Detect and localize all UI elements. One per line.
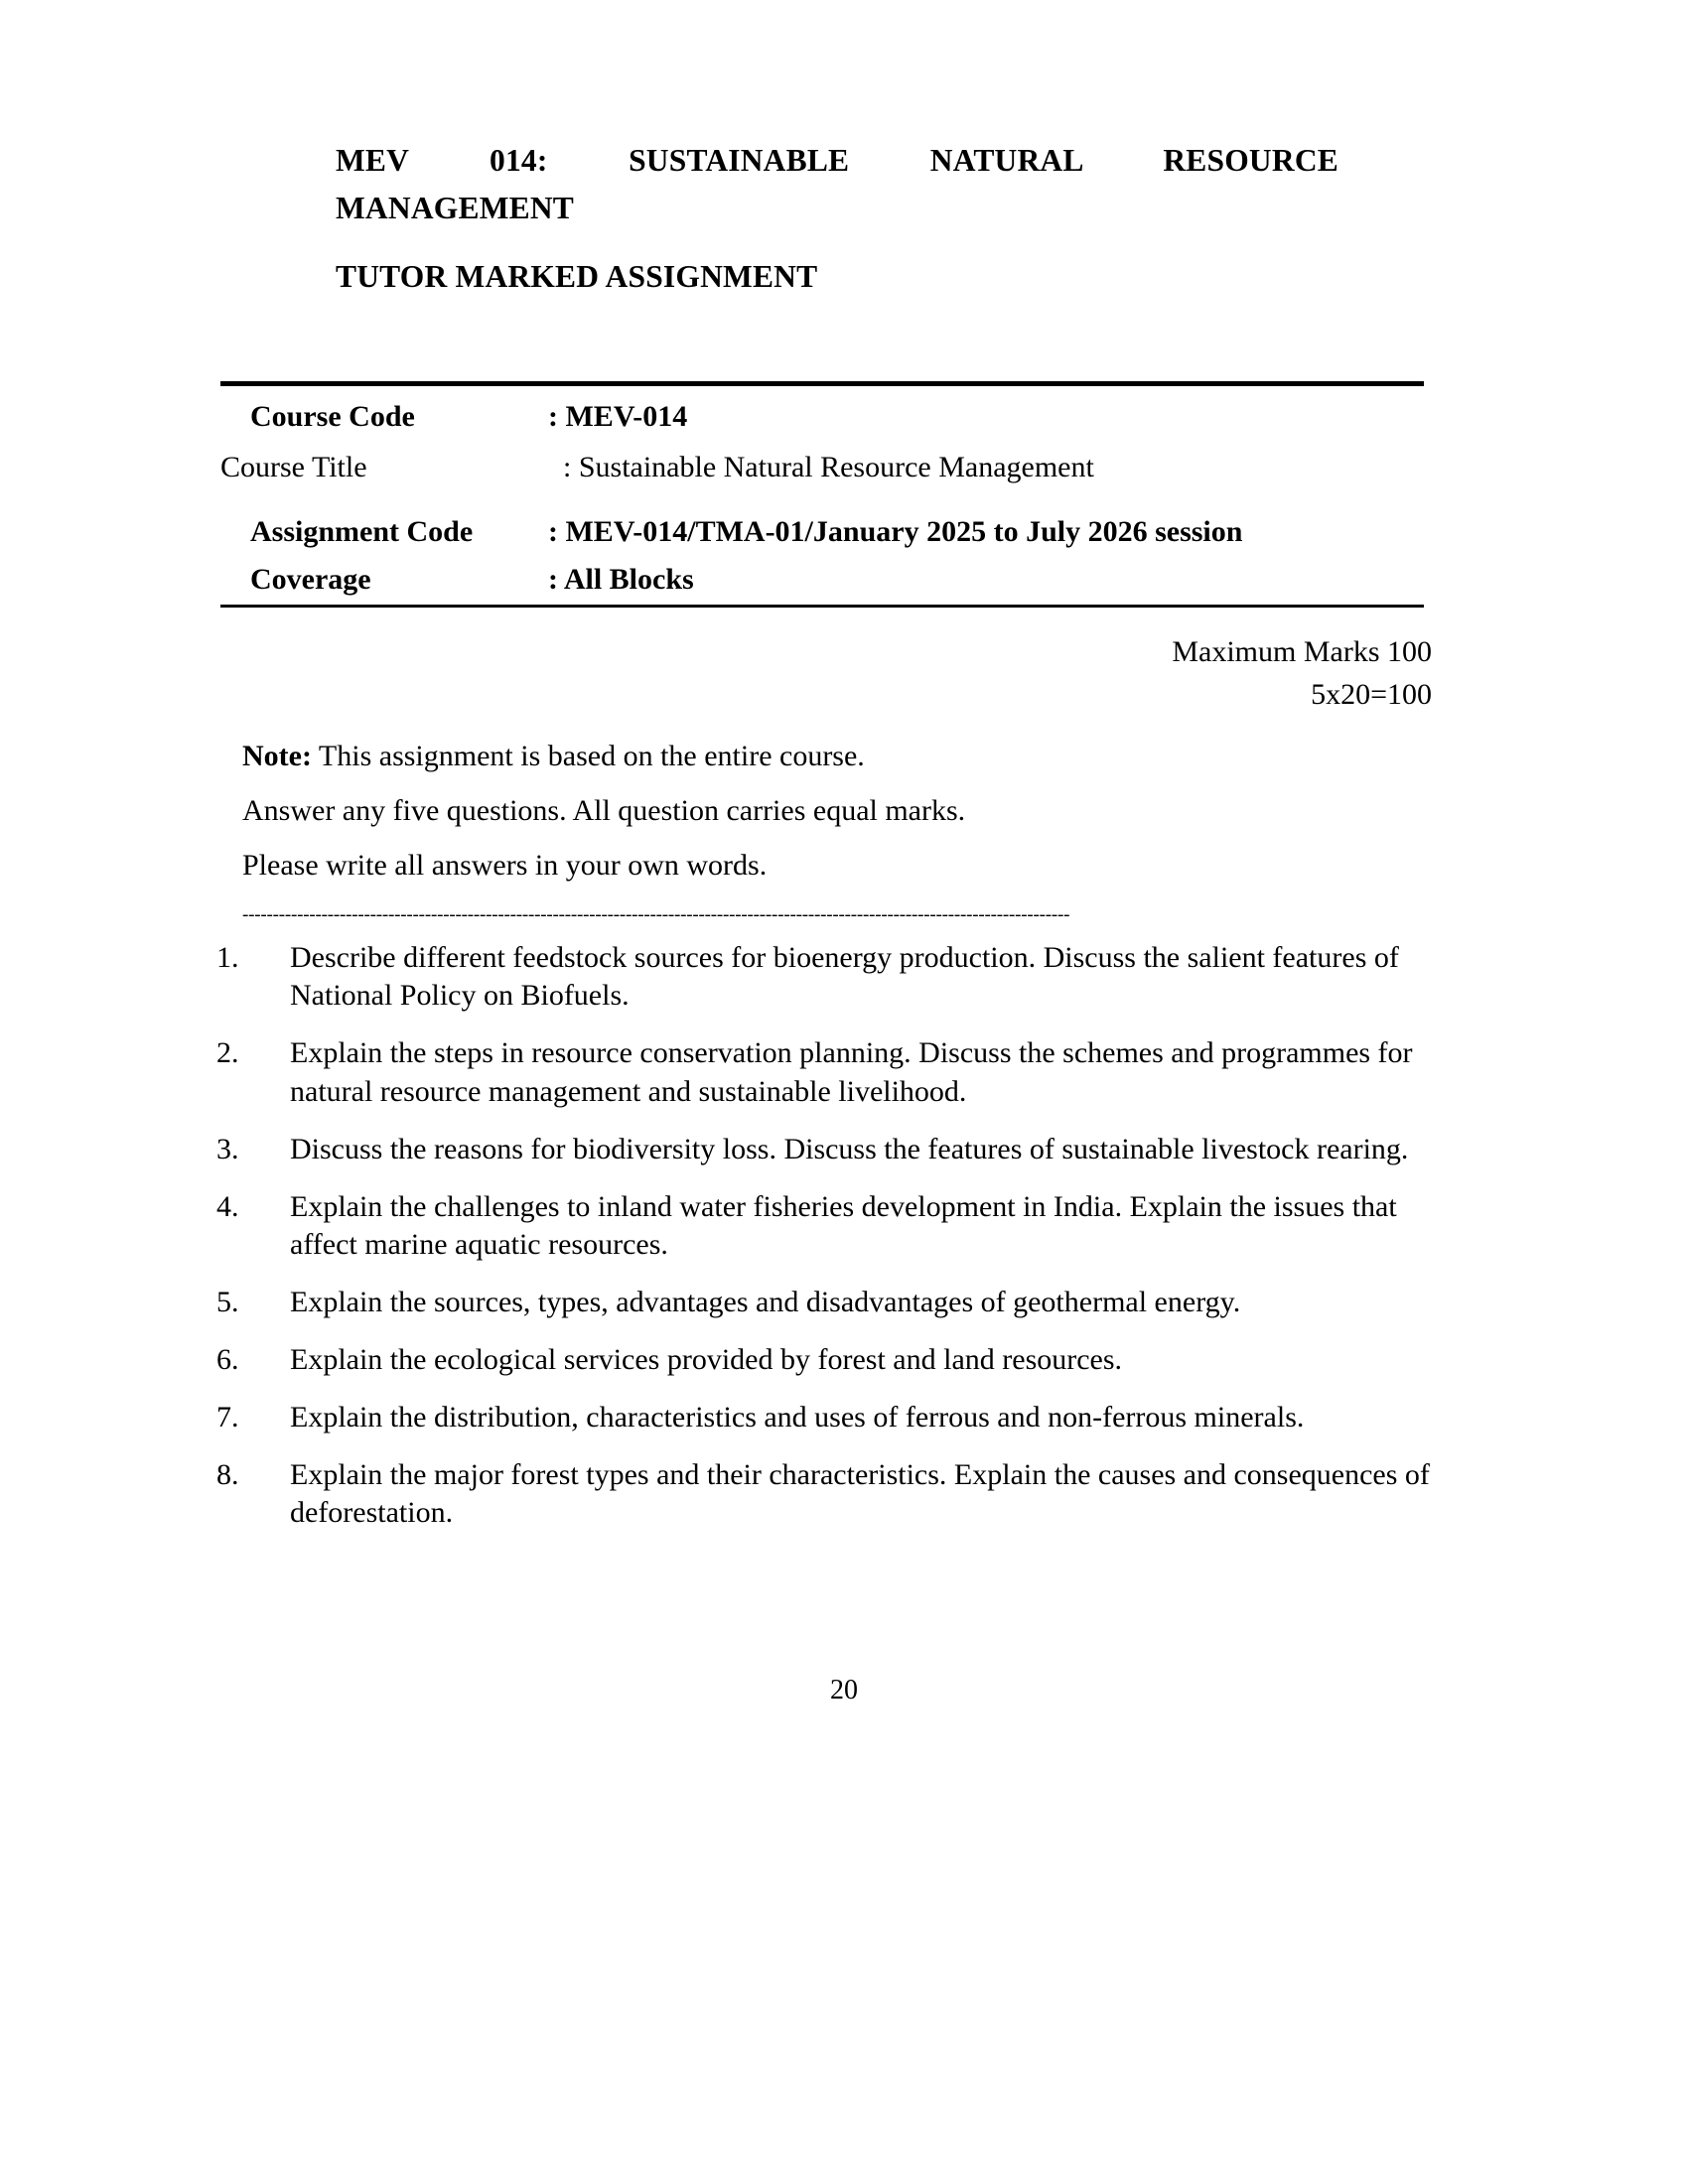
question-text: Explain the ecological services provided by forest and land resources. bbox=[290, 1343, 1123, 1377]
page-content bbox=[216, 0, 1436, 1552]
info-value-assignment-code: : MEV-014/TMA-01/January 2025 to July 2026 session bbox=[548, 515, 1243, 549]
info-value-course-title: : Sustainable Natural Resource Management bbox=[563, 451, 1094, 484]
note-line-1 bbox=[242, 742, 1436, 771]
info-label-course-code: Course Code bbox=[250, 400, 415, 434]
list-item bbox=[216, 1456, 1436, 1532]
course-info-table bbox=[220, 381, 1424, 608]
question-number: 4. bbox=[216, 1189, 239, 1223]
table-row bbox=[220, 440, 1424, 495]
page-title-line-1: MEV 014: SUSTAINABLE NATURAL RESOURCE bbox=[336, 143, 1338, 178]
info-label-course-title: Course Title bbox=[220, 451, 367, 484]
info-label-assignment-code: Assignment Code bbox=[250, 515, 474, 549]
question-text: Explain the challenges to inland water fisheries development in India. Explain the issues that affect marine aquatic resources. bbox=[290, 1189, 1397, 1261]
question-number: 2. bbox=[216, 1036, 239, 1070]
info-label-coverage: Coverage bbox=[250, 563, 371, 597]
page-subtitle: TUTOR MARKED ASSIGNMENT bbox=[336, 258, 818, 294]
info-value-coverage: : All Blocks bbox=[548, 563, 694, 597]
table-row bbox=[220, 386, 1424, 440]
question-text: Explain the sources, types, advantages and disadvantages of geothermal energy. bbox=[290, 1285, 1241, 1318]
maximum-marks: Maximum Marks 100 bbox=[1172, 635, 1432, 669]
list-item bbox=[216, 1131, 1436, 1168]
page-number: 20 bbox=[830, 1675, 858, 1706]
list-item bbox=[216, 1341, 1436, 1379]
question-list bbox=[216, 939, 1436, 1532]
question-text: Explain the distribution, characteristics and uses of ferrous and non-ferrous minerals. bbox=[290, 1401, 1305, 1434]
list-item bbox=[216, 1034, 1436, 1110]
dashed-divider: ---------------------------------------------------------------------------------------------------------------------------------------- bbox=[242, 905, 1070, 926]
notes-section bbox=[216, 742, 1436, 881]
page-title-line-2: MANAGEMENT bbox=[336, 190, 574, 225]
table-row bbox=[220, 556, 1424, 605]
question-text: Describe different feedstock sources for bioenergy production. Discuss the salient features of National Policy on Biofuels. bbox=[290, 941, 1399, 1013]
marks-block bbox=[216, 631, 1436, 716]
question-number: 5. bbox=[216, 1285, 239, 1318]
note-label: Note: bbox=[242, 740, 312, 773]
info-value-course-code: : MEV-014 bbox=[548, 400, 688, 434]
marks-breakdown: 5x20=100 bbox=[1311, 677, 1432, 711]
question-text: Discuss the reasons for biodiversity loss. Discuss the features of sustainable livestock rearing. bbox=[290, 1132, 1409, 1165]
note-line-3: Please write all answers in your own words. bbox=[242, 849, 768, 883]
page-title bbox=[336, 137, 1338, 232]
question-number: 1. bbox=[216, 941, 239, 975]
note-line-2: Answer any five questions. All question carries equal marks. bbox=[242, 794, 966, 828]
question-text: Explain the steps in resource conservation planning. Discuss the schemes and programmes for natural resource management and sustainable livelihood. bbox=[290, 1036, 1413, 1108]
list-item bbox=[216, 1284, 1436, 1321]
question-number: 7. bbox=[216, 1401, 239, 1434]
question-text: Explain the major forest types and their characteristics. Explain the causes and consequences of deforestation. bbox=[290, 1458, 1430, 1530]
question-number: 8. bbox=[216, 1458, 239, 1492]
list-item bbox=[216, 1399, 1436, 1436]
question-number: 6. bbox=[216, 1343, 239, 1377]
list-item bbox=[216, 1188, 1436, 1264]
table-row bbox=[220, 495, 1424, 556]
list-item bbox=[216, 939, 1436, 1015]
question-number: 3. bbox=[216, 1132, 239, 1165]
note-text: This assignment is based on the entire course. bbox=[311, 740, 865, 773]
